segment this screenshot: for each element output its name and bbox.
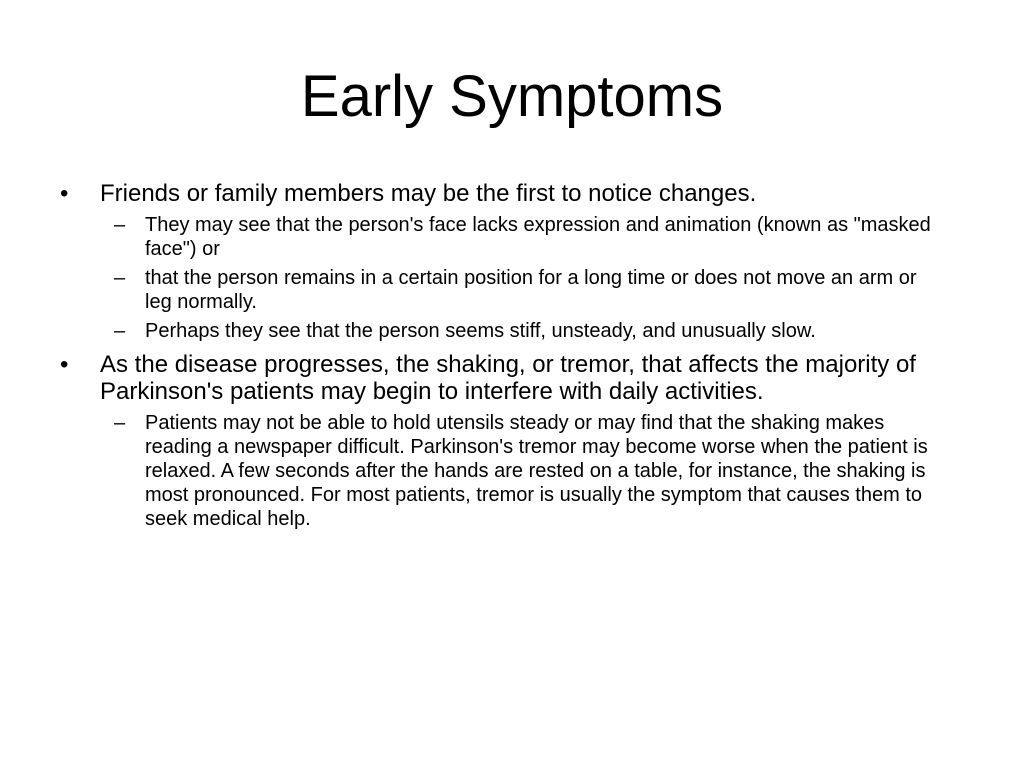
bullet-text: As the disease progresses, the shaking, or tremor, that affects the majority of Parkinson's patients may begin to interfere with daily activities. xyxy=(100,351,916,405)
sub-bullet-item xyxy=(100,213,945,261)
sub-bullet-list xyxy=(56,411,956,531)
sub-bullet-text: that the person remains in a certain position for a long time or does not move an arm or leg normally. xyxy=(145,267,917,313)
sub-bullet-marker: – xyxy=(114,267,126,289)
bullet-item xyxy=(56,180,956,207)
sub-bullet-text: They may see that the person's face lacks expression and animation (known as "masked face") or xyxy=(145,214,931,260)
bullet-text: Friends or family members may be the first to notice changes. xyxy=(100,180,757,207)
sub-bullet-item xyxy=(100,411,945,531)
bullet-marker: • xyxy=(60,180,69,207)
sub-bullet-text: Patients may not be able to hold utensils steady or may find that the shaking makes reading a newspaper difficult. Parkinson's tremor may become worse when the patient is relaxed. A few seconds after the hands are rested on a table, for instance, the shaking is most pronounced. For most patients, tremor is usually the symptom that causes them to seek medical help. xyxy=(145,412,928,530)
sub-bullet-text: Perhaps they see that the person seems stiff, unsteady, and unusually slow. xyxy=(145,320,816,342)
sub-bullet-marker: – xyxy=(114,214,126,236)
bullet-item xyxy=(56,351,956,405)
slide-title: Early Symptoms xyxy=(300,64,724,129)
sub-bullet-marker: – xyxy=(114,412,126,434)
sub-bullet-marker: – xyxy=(114,320,126,342)
sub-bullet-list xyxy=(56,213,956,343)
sub-bullet-item xyxy=(100,266,945,314)
sub-bullet-item xyxy=(100,319,945,343)
slide-body xyxy=(56,180,956,539)
bullet-marker: • xyxy=(60,351,69,378)
